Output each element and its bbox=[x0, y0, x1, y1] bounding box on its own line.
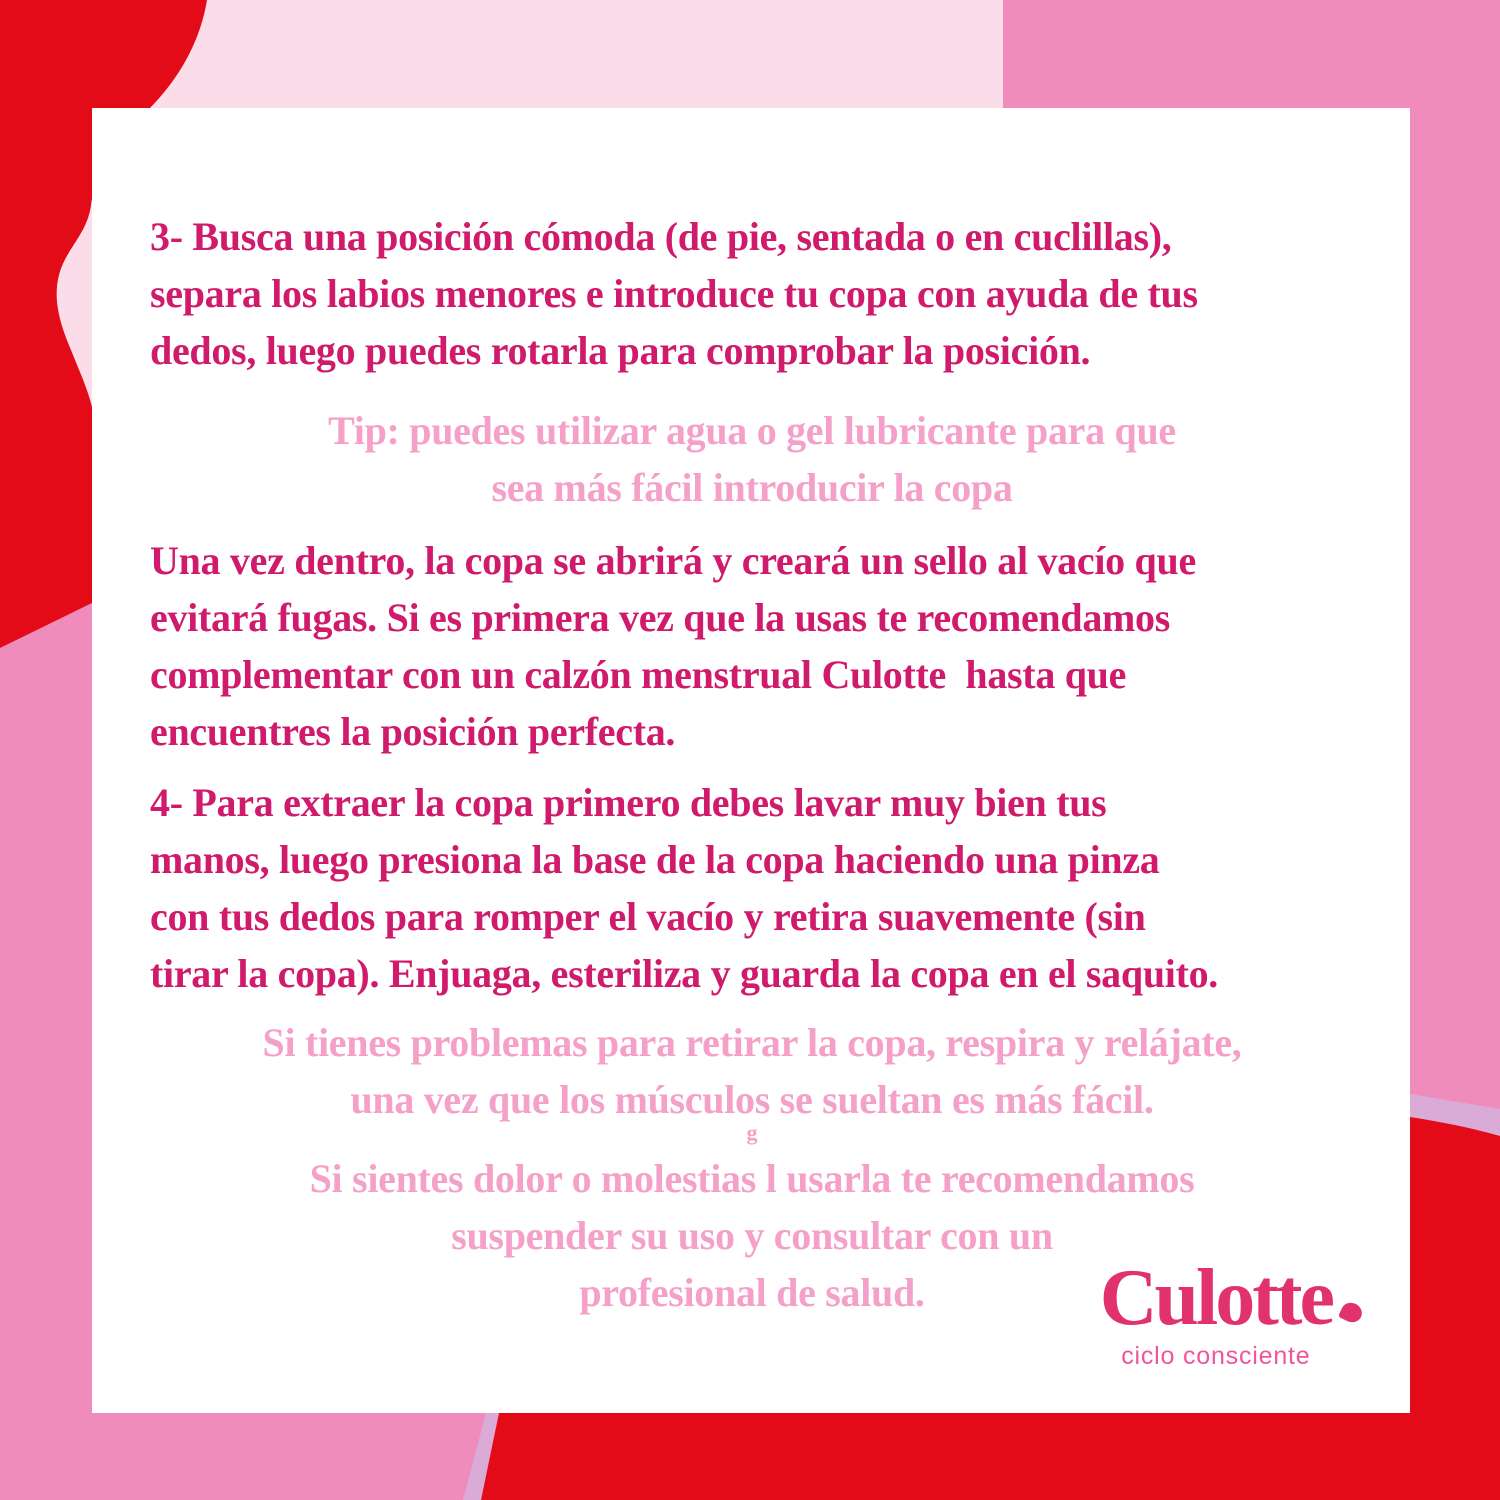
content-card bbox=[92, 108, 1410, 1413]
paragraph-step-4 bbox=[150, 774, 1354, 1002]
droplet-period-icon bbox=[1338, 1299, 1365, 1325]
culotte-logo bbox=[1099, 1254, 1362, 1371]
logo-tagline: ciclo consciente bbox=[1121, 1342, 1311, 1370]
text-line: evitará fugas. Si es primera vez que la usas te recomendamos bbox=[150, 595, 1171, 640]
text-line: una vez que los músculos se sueltan es más fácil. bbox=[350, 1077, 1154, 1122]
text-line: Si sientes dolor o molestias l usarla te recomendamos bbox=[309, 1156, 1195, 1201]
text-line: Tip: puedes utilizar agua o gel lubricante para que bbox=[328, 408, 1176, 453]
culotte-wordmark bbox=[1099, 1254, 1362, 1342]
text-line: 3- Busca una posición cómoda (de pie, sentada o en cuclillas), bbox=[150, 214, 1172, 259]
text-line: complementar con un calzón menstrual Culotte hasta que bbox=[150, 652, 1127, 697]
paragraph-once-inside bbox=[150, 532, 1354, 760]
text-line: tirar la copa). Enjuaga, esteriliza y guarda la copa en el saquito. bbox=[150, 951, 1219, 996]
wordmark-text: Culotte bbox=[1099, 1254, 1332, 1342]
tip-removal-relax bbox=[150, 1014, 1354, 1128]
text-line: separa los labios menores e introduce tu copa con ayuda de tus bbox=[150, 271, 1198, 316]
tip-lubricant bbox=[150, 402, 1354, 516]
text-line: encuentres la posición perfecta. bbox=[150, 709, 676, 754]
text-line: profesional de salud. bbox=[579, 1270, 925, 1315]
text-line: sea más fácil introducir la copa bbox=[491, 465, 1013, 510]
text-line: Una vez dentro, la copa se abrirá y creará un sello al vacío que bbox=[150, 538, 1196, 583]
text-line: Si tienes problemas para retirar la copa, respira y relájate, bbox=[262, 1020, 1242, 1065]
text-line: suspender su uso y consultar con un bbox=[451, 1213, 1053, 1258]
text-line: dedos, luego puedes rotarla para comprobar la posición. bbox=[150, 328, 1091, 373]
text-line: manos, luego presiona la base de la copa haciendo una pinza bbox=[150, 837, 1160, 882]
instructions-text bbox=[150, 208, 1354, 1321]
text-line: 4- Para extraer la copa primero debes lavar muy bien tus bbox=[150, 780, 1107, 825]
stray-g-glyph: g bbox=[746, 1120, 758, 1145]
text-line: con tus dedos para romper el vacío y retira suavemente (sin bbox=[150, 894, 1146, 939]
paragraph-step-3 bbox=[150, 208, 1354, 379]
